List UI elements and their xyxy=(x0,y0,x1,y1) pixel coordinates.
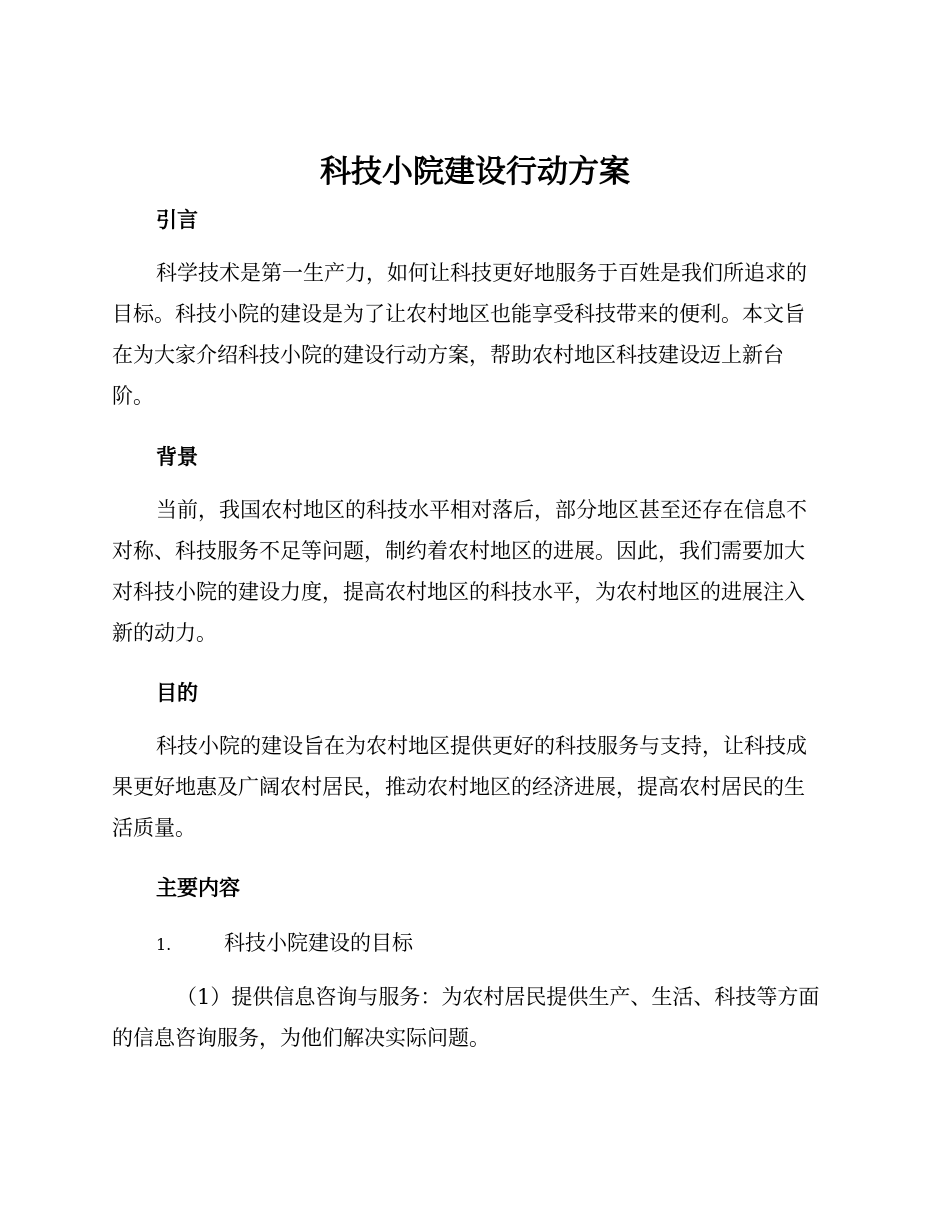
document-title: 科技小院建设行动方案 xyxy=(320,154,630,190)
section-heading-intro: 引言 xyxy=(156,208,198,232)
paragraph-line: 对科技小院的建设力度，提高农村地区的科技水平，为农村地区的进展注入 xyxy=(112,580,805,604)
paragraph-line: 目标。科技小院的建设是为了让农村地区也能享受科技带来的便利。本文旨 xyxy=(112,302,805,326)
paragraph-line: 在为大家介绍科技小院的建设行动方案，帮助农村地区科技建设迈上新台 xyxy=(112,343,784,367)
section-paragraph-background xyxy=(112,490,832,654)
paragraph-line: 的信息咨询服务，为他们解决实际问题。 xyxy=(112,1026,490,1050)
paragraph-line: 阶。 xyxy=(112,384,154,408)
list-item-text: 科技小院建设的目标 xyxy=(224,931,413,955)
paragraph-line: 科学技术是第一生产力，如何让科技更好地服务于百姓是我们所追求的 xyxy=(156,261,807,285)
section-heading-main-content: 主要内容 xyxy=(156,876,240,900)
paragraph-line: 当前，我国农村地区的科技水平相对落后，部分地区甚至还存在信息不 xyxy=(156,498,807,522)
paragraph-line: 活质量。 xyxy=(112,816,196,840)
section-heading-background: 背景 xyxy=(156,445,198,469)
paragraph-line: 科技小院的建设旨在为农村地区提供更好的科技服务与支持，让科技成 xyxy=(156,734,807,758)
section-paragraph-intro xyxy=(112,253,832,417)
sub-item-paragraph xyxy=(112,977,832,1059)
paragraph-line: 对称、科技服务不足等问题，制约着农村地区的进展。因此，我们需要加大 xyxy=(112,539,805,563)
section-paragraph-purpose xyxy=(112,726,832,849)
paragraph-line: （1）提供信息咨询与服务：为农村居民提供生产、生活、科技等方面 xyxy=(176,985,820,1009)
paragraph-line: 新的动力。 xyxy=(112,621,217,645)
list-item xyxy=(156,928,413,960)
section-heading-purpose: 目的 xyxy=(156,681,198,705)
paragraph-line: 果更好地惠及广阔农村居民，推动农村地区的经济进展，提高农村居民的生 xyxy=(112,775,805,799)
list-item-number: 1. xyxy=(156,935,172,954)
